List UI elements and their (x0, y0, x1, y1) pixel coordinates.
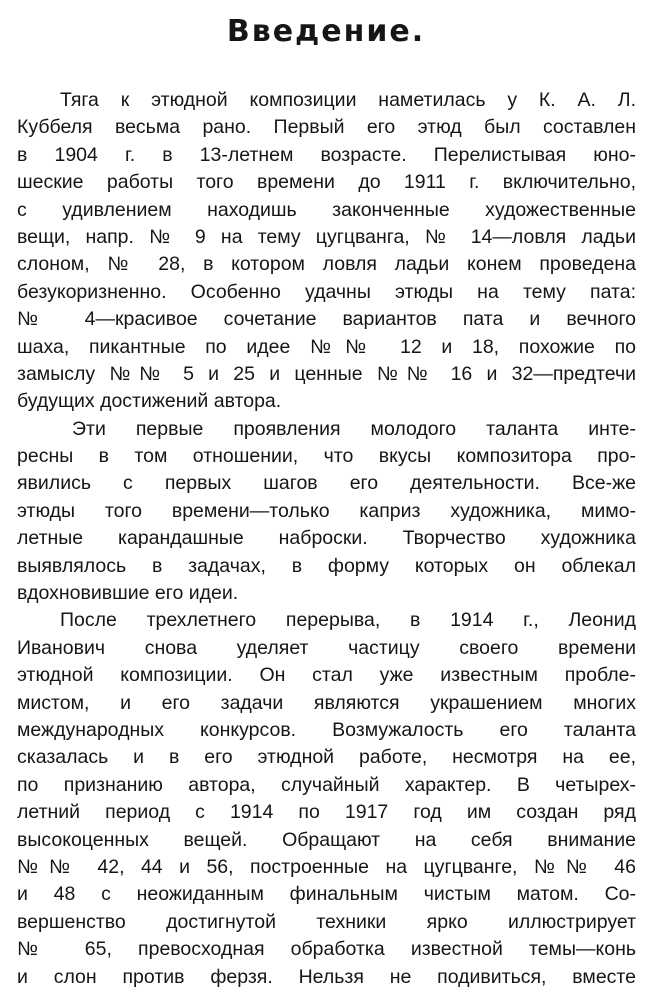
page-title: Введение. (226, 14, 426, 49)
text-line: явились с первых шагов его деятельности. Все-же (17, 472, 636, 495)
text-line: вещи, напр. № 9 на тему цугцванга, № 14—ловля ладьи (17, 225, 636, 248)
text-line: шаха, пикантные по идее №№ 12 и 18, похожие по (17, 335, 636, 358)
text-line: этюды того времени—только каприз художника, мимо- (17, 499, 636, 522)
text-line: международных конкурсов. Возмужалость его таланта (17, 718, 636, 741)
paragraph-3 (0, 607, 652, 990)
text-line: и 48 с неожиданным финальным чистым матом. Со- (17, 883, 636, 906)
text-line: ресны в том отношении, что вкусы композитора про- (17, 445, 636, 468)
text-line: сказалась и в его этюдной работе, несмотря на ее, (17, 746, 636, 769)
text-line: с удивлением находишь законченные художественные (17, 198, 636, 221)
paragraph-1 (0, 87, 652, 416)
text-line: вершенство достигнутой техники ярко иллюстрирует (17, 910, 636, 933)
text-line: Иванович снова уделяет частицу своего времени (17, 636, 636, 659)
text-line: будущих достижений автора. (17, 390, 282, 413)
text-line: высокоценных вещей. Обращают на себя внимание (17, 828, 636, 851)
text-line: №№ 42, 44 и 56, построенные на цугцванге, №№ 46 (17, 855, 636, 878)
text-line: выявлялось в задачах, в форму которых он облекал (17, 554, 636, 577)
text-line: № 65, превосходная обработка известной темы—конь (17, 938, 636, 961)
text-line: и слон против ферзя. Нельзя не подивиться, вместе (17, 965, 636, 988)
text-line: мистом, и его задачи являются украшением многих (17, 691, 636, 714)
text-line: слоном, № 28, в котором ловля ладьи конем проведена (17, 253, 636, 276)
text-line: безукоризненно. Особенно удачны этюды на тему пата: (17, 280, 636, 303)
text-line: летний период с 1914 по 1917 год им создан ряд (17, 801, 636, 824)
text-line: в 1904 г. в 13-летнем возрасте. Перелистывая юно- (17, 143, 636, 166)
text-line: этюдной композиции. Он стал уже известным пробле- (17, 664, 636, 687)
text-line: по признанию автора, случайный характер. В четырех- (17, 773, 636, 796)
text-line: вдохновившие его идеи. (17, 582, 239, 605)
text-line: Тяга к этюдной композиции наметилась у К. А. Л. (60, 89, 636, 111)
text-line: Эти первые проявления молодого таланта инте- (72, 417, 636, 440)
text-line: летные карандашные наброски. Творчество художника (17, 527, 636, 550)
text-line: шеские работы того времени до 1911 г. включительно, (17, 171, 636, 194)
text-line: После трехлетнего перерыва, в 1914 г., Леонид (60, 609, 636, 632)
text-line: Куббеля весьма рано. Первый его этюд был составлен (17, 116, 636, 139)
text-line: замыслу №№ 5 и 25 и ценные №№ 16 и 32—предтечи (17, 362, 636, 385)
text-line: № 4—красивое сочетание вариантов пата и вечного (17, 308, 636, 331)
paragraph-2 (0, 416, 652, 608)
body-text (0, 87, 652, 991)
